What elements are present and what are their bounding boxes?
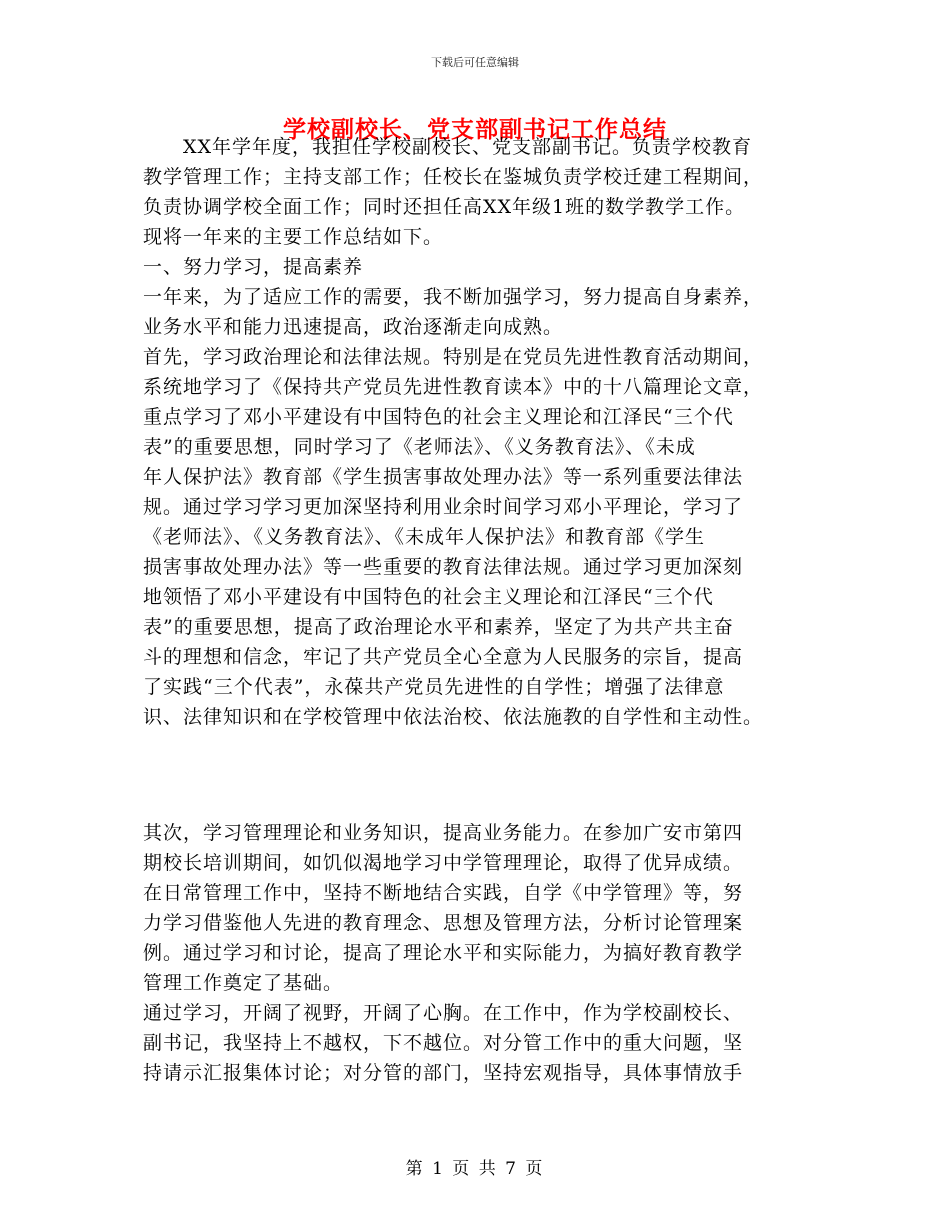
text-line: 业务水平和能力迅速提高，政治逐渐走向成熟。 xyxy=(143,316,564,338)
text-line: 在日常管理工作中，坚持不断地结合实践，自学《中学管理》等，努 xyxy=(143,882,744,904)
page-header: 下载后可任意编辑 xyxy=(431,56,519,69)
text-line: 管理工作奠定了基础。 xyxy=(143,972,344,994)
document-title: 学校副校长、党支部副书记工作总结 xyxy=(283,117,667,143)
section-heading: 一、努力学习，提高素养 xyxy=(143,256,364,278)
text-line: 了实践“三个代表”，永葆共产党员先进性的自学性；增强了法律意 xyxy=(143,676,725,698)
text-line: 力学习借鉴他人先进的教育理念、思想及管理方法，分析讨论管理案 xyxy=(143,912,744,934)
text-line: 负责协调学校全面工作；同时还担任高XX年级1班的数学教学工作。 xyxy=(143,196,746,218)
text-line: 期校长培训期间，如饥似渴地学习中学管理理论，取得了优异成绩。 xyxy=(143,852,744,874)
text-line: 其次，学习管理理论和业务知识，提高业务能力。在参加广安市第四 xyxy=(143,822,744,844)
text-line: 《老师法》、《义务教育法》、《未成年人保护法》和教育部《学生 xyxy=(143,526,706,548)
text-line: 斗的理想和信念，牢记了共产党员全心全意为人民服务的宗旨，提高 xyxy=(143,646,744,668)
body-paragraphs-2 xyxy=(143,818,823,1088)
text-line: 一年来，为了适应工作的需要，我不断加强学习，努力提高自身素养， xyxy=(143,286,764,308)
text-line: 例。通过学习和讨论，提高了理论水平和实际能力，为搞好教育教学 xyxy=(143,942,744,964)
text-line: 损害事故处理办法》等一些重要的教育法律法规。通过学习更加深刻 xyxy=(143,556,744,578)
text-line: 地领悟了邓小平建设有中国特色的社会主义理论和江泽民“三个代 xyxy=(143,586,714,608)
text-line: 持请示汇报集体讨论；对分管的部门，坚持宏观指导，具体事情放手 xyxy=(143,1062,744,1084)
text-line: 表”的重要思想，同时学习了《老师法》、《义务教育法》、《未成 xyxy=(143,436,696,458)
text-line: 教学管理工作；主持支部工作；任校长在鉴城负责学校迁建工程期间， xyxy=(143,166,764,188)
text-line: 副书记，我坚持上不越权，下不越位。对分管工作中的重大问题，坚 xyxy=(143,1032,744,1054)
text-line: 重点学习了邓小平建设有中国特色的社会主义理论和江泽民“三个代 xyxy=(143,406,734,428)
body-paragraphs-1 xyxy=(143,132,823,732)
text-line: 通过学习，开阔了视野，开阔了心胸。在工作中，作为学校副校长、 xyxy=(143,1002,744,1024)
page-footer: 第 1 页 共 7 页 xyxy=(405,1159,545,1179)
text-line: 首先，学习政治理论和法律法规。特别是在党员先进性教育活动期间， xyxy=(143,346,764,368)
text-line: XX年学年度，我担任学校副校长、党支部副书记。负责学校教育 xyxy=(143,136,753,158)
text-line: 系统地学习了《保持共产党员先进性教育读本》中的十八篇理论文章， xyxy=(143,376,764,398)
text-line: 识、法律知识和在学校管理中依法治校、依法施教的自学性和主动性。 xyxy=(143,706,764,728)
text-line: 规。通过学习学习更加深坚持利用业余时间学习邓小平理论，学习了 xyxy=(143,496,744,518)
text-line: 表”的重要思想，提高了政治理论水平和素养，坚定了为共产共主奋 xyxy=(143,616,734,638)
text-line: 现将一年来的主要工作总结如下。 xyxy=(143,226,444,248)
text-line: 年人保护法》教育部《学生损害事故处理办法》等一系列重要法律法 xyxy=(143,466,744,488)
